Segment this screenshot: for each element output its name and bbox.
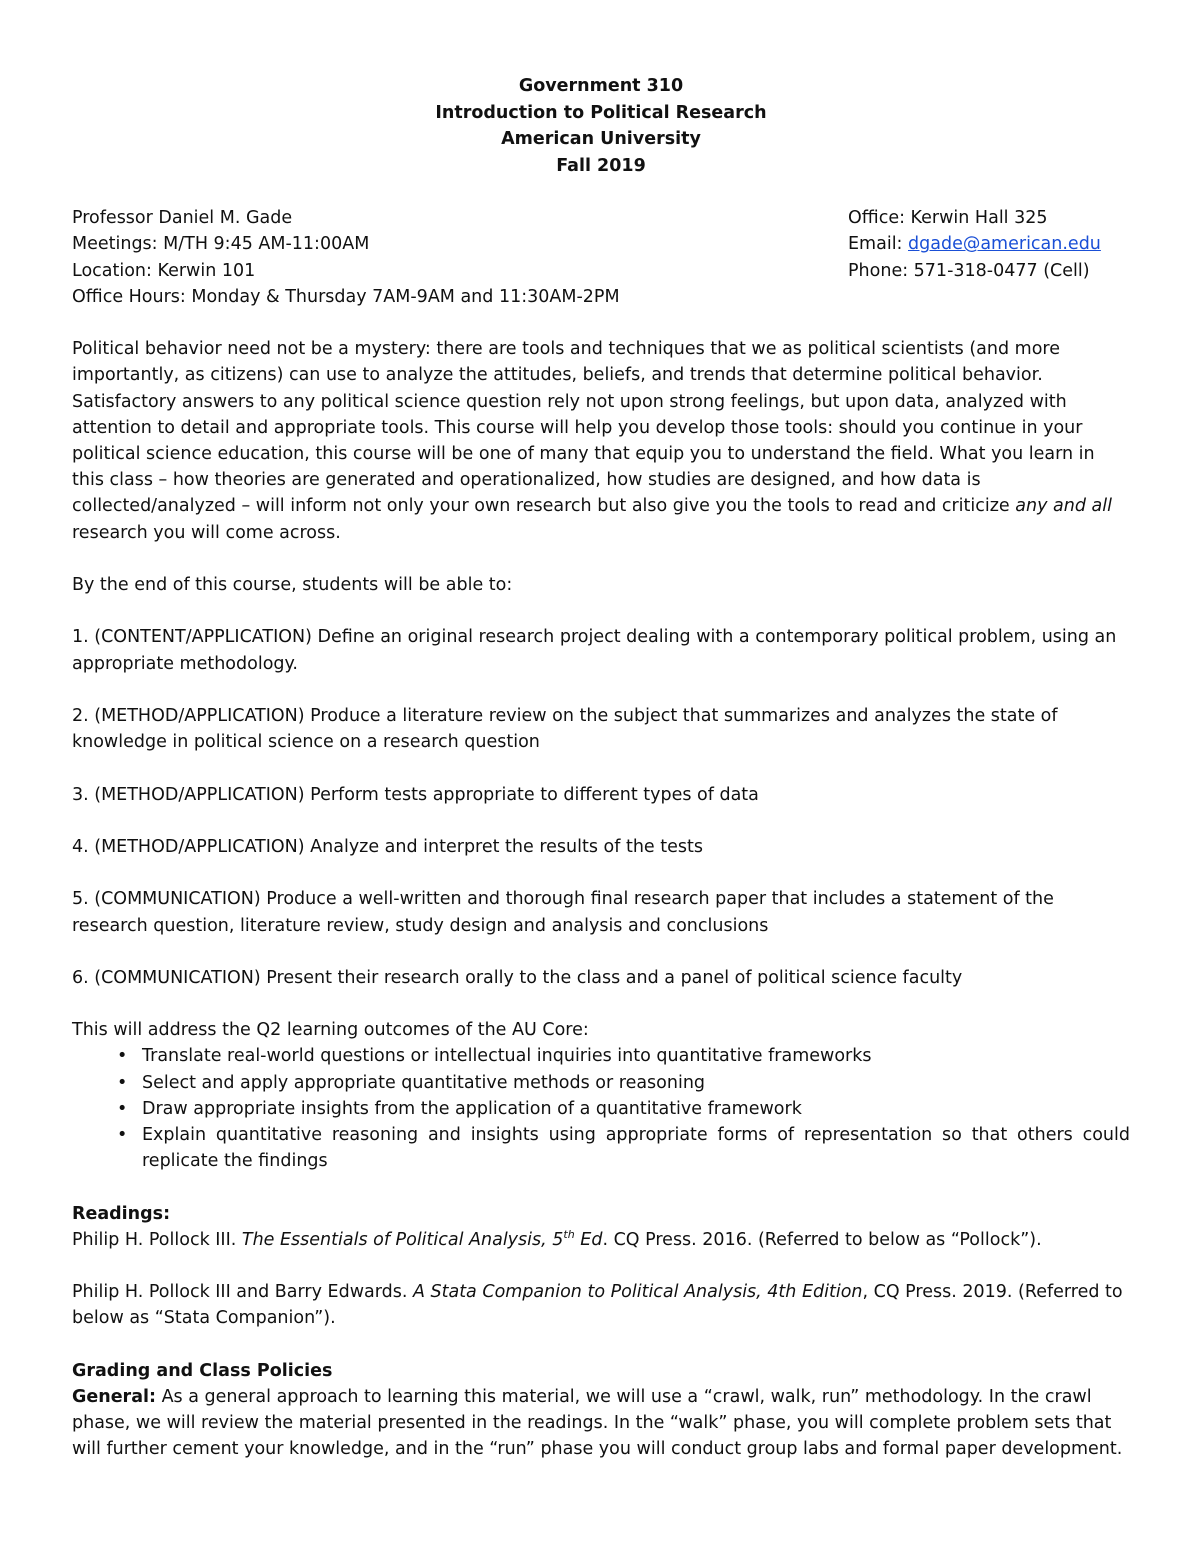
intro-line: Satisfactory answers to any political science question rely not upon strong feelings, but upon data, analyzed with bbox=[72, 391, 1067, 412]
course-number: Government 310 bbox=[518, 76, 684, 96]
outcome-line: research question, literature review, study design and analysis and conclusions bbox=[72, 915, 769, 936]
reading-details: . CQ Press. 2016. (Referred to below as “Pollock”). bbox=[602, 1229, 1042, 1250]
outcome-line: 4. (METHOD/APPLICATION) Analyze and interpret the results of the tests bbox=[72, 836, 703, 857]
outcome-line: 6. (COMMUNICATION) Present their research orally to the class and a panel of political science faculty bbox=[72, 967, 963, 988]
list-item-text: Translate real-world questions or intellectual inquiries into quantitative frameworks bbox=[142, 1046, 872, 1067]
intro-line bbox=[72, 493, 1130, 519]
reading-author: Philip H. Pollock III and Barry Edwards. bbox=[72, 1282, 413, 1303]
outcome-item bbox=[72, 965, 1130, 991]
professor-name: Professor Daniel M. Gade bbox=[72, 208, 293, 229]
outcome-item bbox=[72, 782, 1130, 808]
class-location: Location: Kerwin 101 bbox=[72, 260, 256, 281]
reading-entry bbox=[72, 1279, 1130, 1305]
outcome-line: appropriate methodology. bbox=[72, 653, 298, 674]
list-item-text: Explain quantitative reasoning and insights using appropriate forms of representation so that others could replicate the findings bbox=[142, 1125, 1130, 1172]
intro-text: collected/analyzed – will inform not only your own research but also give you the tools to read and criticize bbox=[72, 496, 1016, 517]
bullet-icon: • bbox=[117, 1098, 128, 1119]
outcome-line: 3. (METHOD/APPLICATION) Perform tests appropriate to different types of data bbox=[72, 784, 759, 805]
outcome-item bbox=[72, 624, 1130, 676]
meeting-times: Meetings: M/TH 9:45 AM-11:00AM bbox=[72, 234, 370, 255]
phone-number: Phone: 571-318-0477 (Cell) bbox=[848, 260, 1090, 281]
grading-line bbox=[72, 1384, 1130, 1410]
outcome-line: knowledge in political science on a research question bbox=[72, 732, 540, 753]
outcome-line: 2. (METHOD/APPLICATION) Produce a literature review on the subject that summarizes and analyzes the state of bbox=[72, 705, 1058, 726]
bullet-icon: • bbox=[117, 1125, 128, 1146]
reading-author: Philip H. Pollock III. bbox=[72, 1229, 242, 1250]
intro-emphasis: any and all bbox=[1015, 496, 1112, 517]
list-item bbox=[72, 1043, 1130, 1069]
grading-text: As a general approach to learning this material, we will use a “crawl, walk, run” methodology. In the crawl bbox=[156, 1387, 1092, 1408]
list-item bbox=[72, 1096, 1130, 1122]
intro-line: importantly, as citizens) can use to analyze the attitudes, beliefs, and trends that determine political behavior. bbox=[72, 365, 1043, 386]
title-block bbox=[72, 73, 1130, 179]
bullet-icon: • bbox=[117, 1072, 128, 1093]
reading-details: below as “Stata Companion”). bbox=[72, 1308, 336, 1329]
email-link[interactable]: dgade@american.edu bbox=[908, 234, 1101, 255]
outcome-item bbox=[72, 834, 1130, 860]
course-title: Introduction to Political Research bbox=[435, 102, 767, 123]
reading-edition-sup: th bbox=[563, 1228, 575, 1242]
list-item bbox=[72, 1070, 1130, 1096]
office-location: Office: Kerwin Hall 325 bbox=[848, 208, 1048, 229]
office-hours: Office Hours: Monday & Thursday 7AM-9AM and 11:30AM-2PM bbox=[72, 286, 620, 307]
email-line bbox=[848, 231, 1101, 257]
core-intro: This will address the Q2 learning outcomes of the AU Core: bbox=[72, 1020, 589, 1041]
outcome-item bbox=[72, 703, 1130, 755]
core-list bbox=[72, 1043, 1130, 1174]
list-item-text: Draw appropriate insights from the application of a quantitative framework bbox=[142, 1098, 802, 1119]
contact-info bbox=[72, 205, 1130, 310]
readings-heading: Readings: bbox=[72, 1203, 171, 1224]
bullet-icon: • bbox=[117, 1046, 128, 1067]
reading-title: The Essentials of Political Analysis, 5 bbox=[241, 1229, 564, 1250]
reading-title: Ed bbox=[574, 1229, 603, 1250]
general-label: General: bbox=[72, 1387, 156, 1408]
intro-line: attention to detail and appropriate tools. This course will help you develop those tools: should you continue in your bbox=[72, 417, 1083, 438]
university-name: American University bbox=[501, 129, 701, 149]
grading-line: will further cement your knowledge, and in the “run” phase you will conduct group labs and formal paper development. bbox=[72, 1439, 1123, 1460]
intro-line: Political behavior need not be a mystery: there are tools and techniques that we as political scientists (and more bbox=[72, 339, 1060, 360]
syllabus-page bbox=[72, 73, 1130, 1463]
grading-heading: Grading and Class Policies bbox=[72, 1360, 333, 1381]
reading-title: A Stata Companion to Political Analysis, 4th Edition bbox=[412, 1282, 863, 1303]
outcome-line: 5. (COMMUNICATION) Produce a well-written and thorough final research paper that includes a statement of the bbox=[72, 889, 1054, 910]
list-item-text: Select and apply appropriate quantitative methods or reasoning bbox=[142, 1072, 706, 1093]
core-outcomes bbox=[72, 1017, 1130, 1174]
intro-line: this class – how theories are generated and operationalized, how studies are designed, and how data is bbox=[72, 470, 981, 491]
reading-details: , CQ Press. 2019. (Referred to bbox=[862, 1282, 1123, 1303]
reading-entry bbox=[72, 1227, 1130, 1253]
grading-line: phase, we will review the material presented in the readings. In the “walk” phase, you will complete problem sets that bbox=[72, 1413, 1112, 1434]
intro-paragraph bbox=[72, 336, 1130, 546]
outcome-line: 1. (CONTENT/APPLICATION) Define an original research project dealing with a contemporary political problem, using an bbox=[72, 627, 1117, 648]
outcomes-intro: By the end of this course, students will be able to: bbox=[72, 574, 513, 595]
list-item bbox=[72, 1122, 1130, 1174]
term: Fall 2019 bbox=[556, 155, 646, 176]
intro-line: research you will come across. bbox=[72, 522, 341, 543]
outcome-item bbox=[72, 886, 1130, 938]
readings-section bbox=[72, 1201, 1130, 1332]
intro-line: political science education, this course will be one of many that equip you to understand the field. What you learn in bbox=[72, 443, 1095, 464]
email-label: Email: bbox=[848, 234, 909, 255]
grading-section bbox=[72, 1358, 1130, 1463]
